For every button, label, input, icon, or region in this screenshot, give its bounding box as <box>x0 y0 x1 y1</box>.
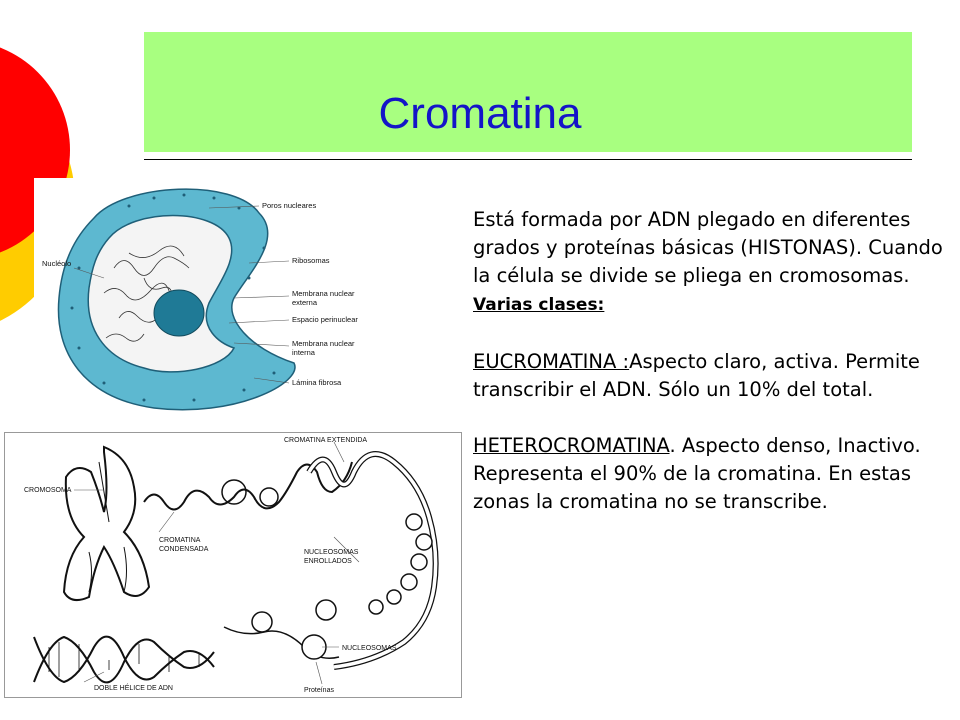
title-divider <box>144 159 912 160</box>
chromatin-diagram <box>4 432 462 698</box>
nucleus-diagram <box>34 178 374 423</box>
slide-title: Cromatina <box>378 89 582 138</box>
heterochromatin-term: HETEROCROMATINA <box>473 434 670 457</box>
label-membrana-externa-2: externa <box>292 298 318 307</box>
label-espacio-perinuclear: Espacio perinuclear <box>292 315 358 324</box>
label-nucleolo: Nucléolo <box>42 259 72 268</box>
label-membrana-externa: Membrana nuclear <box>292 289 355 298</box>
label-doble-helice: DOBLE HÉLICE DE ADN <box>94 685 173 692</box>
heterochromatin-text: . Aspecto denso, Inactivo. Representa el 90% de la cromatina. En estas zonas la cromatina no se transcribe. <box>473 434 921 513</box>
body-text <box>473 206 943 516</box>
euchromatin-text: Aspecto claro, activa. Permite transcribir el ADN. Sólo un 10% del total. <box>473 350 920 401</box>
subheading-varias-clases: Varias clases: <box>473 295 605 315</box>
label-cromatina-extendida: CROMATINA EXTENDIDA <box>284 437 368 444</box>
label-nucleosomas: NUCLEOSOMAS <box>342 645 397 652</box>
label-nucleosomas-enrollados-2: ENROLLADOS <box>304 558 352 565</box>
label-lamina-fibrosa: Lámina fibrosa <box>292 378 342 387</box>
heterochromatin-paragraph <box>473 432 943 516</box>
euchromatin-term: EUCROMATINA : <box>473 350 630 373</box>
label-poros-nucleares: Poros nucleares <box>262 201 317 210</box>
label-membrana-interna-2: interna <box>292 348 315 357</box>
label-ribosomas: Ribosomas <box>292 256 330 265</box>
label-cromatina-condensada: CROMATINA <box>159 537 201 544</box>
label-cromatina-condensada-2: CONDENSADA <box>159 546 209 553</box>
label-cromosoma: CROMOSOMA <box>24 487 72 494</box>
label-nucleosomas-enrollados: NUCLEOSOMAS <box>304 549 359 556</box>
euchromatin-paragraph <box>473 348 943 404</box>
label-membrana-interna: Membrana nuclear <box>292 339 355 348</box>
label-proteinas: Proteínas <box>304 687 334 694</box>
intro-paragraph: Está formada por ADN plegado en diferentes grados y proteínas básicas (HISTONAS). Cuando la célula se divide se pliega en cromosomas. <box>473 208 943 287</box>
